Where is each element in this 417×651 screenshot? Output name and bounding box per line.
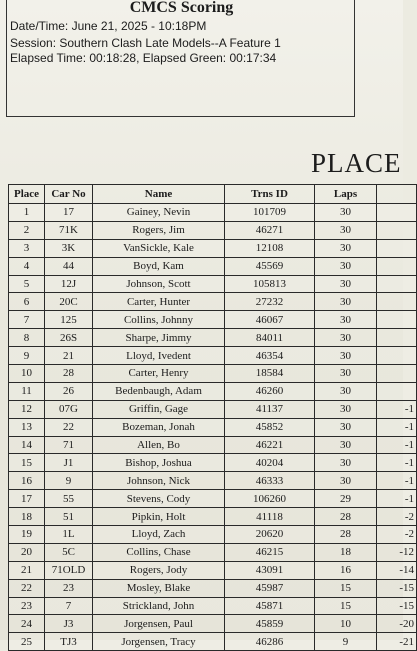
cell-laps: 28 xyxy=(315,526,377,544)
cell-extra xyxy=(377,275,417,293)
cell-trns-id: 45871 xyxy=(225,597,315,615)
cell-car-no: J1 xyxy=(45,454,93,472)
cell-extra xyxy=(377,239,417,257)
cell-trns-id: 40204 xyxy=(225,454,315,472)
cell-name: Mosley, Blake xyxy=(93,579,225,597)
cell-trns-id: 18584 xyxy=(225,365,315,383)
cell-laps: 30 xyxy=(315,472,377,490)
cell-car-no: 20C xyxy=(45,293,93,311)
cell-extra: -1 xyxy=(377,418,417,436)
cell-trns-id: 45569 xyxy=(225,257,315,275)
cell-name: Rogers, Jody xyxy=(93,561,225,579)
table-row xyxy=(9,365,417,383)
cell-place: 6 xyxy=(9,293,45,311)
cell-car-no: 26 xyxy=(45,382,93,400)
cell-place: 7 xyxy=(9,311,45,329)
cell-extra: -15 xyxy=(377,597,417,615)
cell-place: 14 xyxy=(9,436,45,454)
cell-trns-id: 46286 xyxy=(225,633,315,651)
column-header-extra xyxy=(377,185,417,204)
session-name: Session: Southern Clash Late Models--A Feature 1 xyxy=(10,36,281,50)
cell-extra: -1 xyxy=(377,436,417,454)
table-row xyxy=(9,382,417,400)
cell-trns-id: 46354 xyxy=(225,347,315,365)
cell-name: Collins, Chase xyxy=(93,543,225,561)
cell-laps: 30 xyxy=(315,311,377,329)
cell-extra: -1 xyxy=(377,454,417,472)
table-row xyxy=(9,204,417,222)
cell-trns-id: 43091 xyxy=(225,561,315,579)
cell-extra: -1 xyxy=(377,472,417,490)
cell-extra xyxy=(377,311,417,329)
cell-trns-id: 46215 xyxy=(225,543,315,561)
cell-laps: 30 xyxy=(315,347,377,365)
cell-name: Johnson, Scott xyxy=(93,275,225,293)
cell-place: 16 xyxy=(9,472,45,490)
table-row xyxy=(9,526,417,544)
cell-car-no: 51 xyxy=(45,508,93,526)
cell-laps: 30 xyxy=(315,382,377,400)
column-header-name: Name xyxy=(93,185,225,204)
table-row xyxy=(9,561,417,579)
cell-laps: 16 xyxy=(315,561,377,579)
cell-place: 4 xyxy=(9,257,45,275)
place-heading: PLACE xyxy=(311,148,402,178)
cell-extra: -14 xyxy=(377,561,417,579)
cell-car-no: 71K xyxy=(45,221,93,239)
cell-extra xyxy=(377,221,417,239)
session-datetime: Date/Time: June 21, 2025 - 10:18PM xyxy=(10,19,207,33)
cell-car-no: J3 xyxy=(45,615,93,633)
cell-place: 9 xyxy=(9,347,45,365)
cell-place: 5 xyxy=(9,275,45,293)
cell-place: 2 xyxy=(9,221,45,239)
cell-place: 12 xyxy=(9,400,45,418)
cell-trns-id: 84011 xyxy=(225,329,315,347)
cell-trns-id: 27232 xyxy=(225,293,315,311)
cell-trns-id: 45852 xyxy=(225,418,315,436)
cell-car-no: 21 xyxy=(45,347,93,365)
cell-extra: -21 xyxy=(377,633,417,651)
cell-place: 11 xyxy=(9,382,45,400)
cell-laps: 30 xyxy=(315,329,377,347)
cell-laps: 9 xyxy=(315,633,377,651)
cell-laps: 30 xyxy=(315,257,377,275)
cell-name: Bedenbaugh, Adam xyxy=(93,382,225,400)
cell-car-no: 9 xyxy=(45,472,93,490)
cell-trns-id: 101709 xyxy=(225,204,315,222)
cell-laps: 30 xyxy=(315,400,377,418)
cell-laps: 30 xyxy=(315,365,377,383)
cell-extra xyxy=(377,329,417,347)
cell-name: Griffin, Gage xyxy=(93,400,225,418)
cell-place: 19 xyxy=(9,526,45,544)
cell-name: VanSickle, Kale xyxy=(93,239,225,257)
cell-place: 10 xyxy=(9,365,45,383)
cell-car-no: 28 xyxy=(45,365,93,383)
cell-name: Lloyd, Ivedent xyxy=(93,347,225,365)
cell-place: 15 xyxy=(9,454,45,472)
cell-name: Sharpe, Jimmy xyxy=(93,329,225,347)
cell-laps: 30 xyxy=(315,436,377,454)
cell-place: 8 xyxy=(9,329,45,347)
cell-car-no: 71 xyxy=(45,436,93,454)
table-row xyxy=(9,275,417,293)
cell-laps: 30 xyxy=(315,221,377,239)
cell-name: Rogers, Jim xyxy=(93,221,225,239)
cell-extra: -20 xyxy=(377,615,417,633)
cell-car-no: 7 xyxy=(45,597,93,615)
table-row xyxy=(9,615,417,633)
cell-place: 21 xyxy=(9,561,45,579)
cell-laps: 15 xyxy=(315,597,377,615)
table-row xyxy=(9,239,417,257)
cell-place: 18 xyxy=(9,508,45,526)
cell-trns-id: 45987 xyxy=(225,579,315,597)
cell-place: 13 xyxy=(9,418,45,436)
cell-laps: 10 xyxy=(315,615,377,633)
cell-name: Johnson, Nick xyxy=(93,472,225,490)
cell-name: Boyd, Kam xyxy=(93,257,225,275)
table-row xyxy=(9,633,417,651)
cell-trns-id: 46221 xyxy=(225,436,315,454)
cell-place: 20 xyxy=(9,543,45,561)
table-row xyxy=(9,329,417,347)
table-header-row xyxy=(9,185,417,204)
cell-laps: 30 xyxy=(315,293,377,311)
cell-trns-id: 12108 xyxy=(225,239,315,257)
cell-trns-id: 45859 xyxy=(225,615,315,633)
cell-extra: -2 xyxy=(377,508,417,526)
cell-laps: 30 xyxy=(315,239,377,257)
cell-trns-id: 41118 xyxy=(225,508,315,526)
cell-extra: -15 xyxy=(377,579,417,597)
cell-trns-id: 46271 xyxy=(225,221,315,239)
cell-name: Bozeman, Jonah xyxy=(93,418,225,436)
column-header-laps: Laps xyxy=(315,185,377,204)
cell-extra: -12 xyxy=(377,543,417,561)
cell-extra xyxy=(377,365,417,383)
cell-trns-id: 20620 xyxy=(225,526,315,544)
table-row xyxy=(9,311,417,329)
cell-trns-id: 105813 xyxy=(225,275,315,293)
cell-name: Carter, Henry xyxy=(93,365,225,383)
cell-laps: 30 xyxy=(315,418,377,436)
cell-car-no: 3K xyxy=(45,239,93,257)
cell-trns-id: 46333 xyxy=(225,472,315,490)
cell-place: 1 xyxy=(9,204,45,222)
cell-car-no: 26S xyxy=(45,329,93,347)
cell-name: Stevens, Cody xyxy=(93,490,225,508)
cell-extra: -2 xyxy=(377,526,417,544)
table-row xyxy=(9,543,417,561)
cell-car-no: 125 xyxy=(45,311,93,329)
table-row xyxy=(9,597,417,615)
cell-extra xyxy=(377,347,417,365)
cell-laps: 30 xyxy=(315,275,377,293)
cell-car-no: 12J xyxy=(45,275,93,293)
cell-place: 3 xyxy=(9,239,45,257)
cell-car-no: 71OLD xyxy=(45,561,93,579)
cell-car-no: 5C xyxy=(45,543,93,561)
table-row xyxy=(9,400,417,418)
cell-car-no: 44 xyxy=(45,257,93,275)
table-row xyxy=(9,436,417,454)
table-row xyxy=(9,490,417,508)
cell-trns-id: 106260 xyxy=(225,490,315,508)
cell-laps: 15 xyxy=(315,579,377,597)
cell-car-no: 17 xyxy=(45,204,93,222)
cell-extra xyxy=(377,257,417,275)
table-row xyxy=(9,257,417,275)
cell-name: Pipkin, Holt xyxy=(93,508,225,526)
cell-place: 25 xyxy=(9,633,45,651)
cell-place: 23 xyxy=(9,597,45,615)
table-row xyxy=(9,508,417,526)
table-row xyxy=(9,454,417,472)
cell-name: Jorgensen, Tracy xyxy=(93,633,225,651)
cell-car-no: TJ3 xyxy=(45,633,93,651)
sheet-title: CMCS Scoring xyxy=(129,0,234,16)
cell-name: Carter, Hunter xyxy=(93,293,225,311)
cell-car-no: 23 xyxy=(45,579,93,597)
cell-car-no: 07G xyxy=(45,400,93,418)
cell-car-no: 1L xyxy=(45,526,93,544)
cell-laps: 18 xyxy=(315,543,377,561)
cell-name: Allen, Bo xyxy=(93,436,225,454)
results-table xyxy=(8,184,417,651)
cell-name: Gainey, Nevin xyxy=(93,204,225,222)
cell-place: 17 xyxy=(9,490,45,508)
cell-car-no: 22 xyxy=(45,418,93,436)
cell-laps: 30 xyxy=(315,454,377,472)
cell-name: Bishop, Joshua xyxy=(93,454,225,472)
cell-place: 24 xyxy=(9,615,45,633)
table-row xyxy=(9,418,417,436)
cell-place: 22 xyxy=(9,579,45,597)
table-row xyxy=(9,472,417,490)
cell-laps: 30 xyxy=(315,204,377,222)
table-row xyxy=(9,579,417,597)
cell-extra xyxy=(377,204,417,222)
elapsed-time: Elapsed Time: 00:18:28, Elapsed Green: 00:17:34 xyxy=(10,51,277,65)
cell-laps: 29 xyxy=(315,490,377,508)
cell-name: Strickland, John xyxy=(93,597,225,615)
table-row xyxy=(9,293,417,311)
cell-extra: -1 xyxy=(377,400,417,418)
cell-name: Jorgensen, Paul xyxy=(93,615,225,633)
column-header-car-no: Car No xyxy=(45,185,93,204)
cell-extra xyxy=(377,293,417,311)
cell-car-no: 55 xyxy=(45,490,93,508)
column-header-trns-id: Trns ID xyxy=(225,185,315,204)
cell-trns-id: 46260 xyxy=(225,382,315,400)
cell-trns-id: 46067 xyxy=(225,311,315,329)
column-header-place: Place xyxy=(9,185,45,204)
cell-name: Lloyd, Zach xyxy=(93,526,225,544)
table-body xyxy=(9,204,417,651)
table-row xyxy=(9,347,417,365)
cell-extra: -1 xyxy=(377,490,417,508)
scoring-header-box xyxy=(6,0,355,117)
cell-name: Collins, Johnny xyxy=(93,311,225,329)
table-row xyxy=(9,221,417,239)
cell-trns-id: 41137 xyxy=(225,400,315,418)
cell-extra xyxy=(377,382,417,400)
cell-laps: 28 xyxy=(315,508,377,526)
